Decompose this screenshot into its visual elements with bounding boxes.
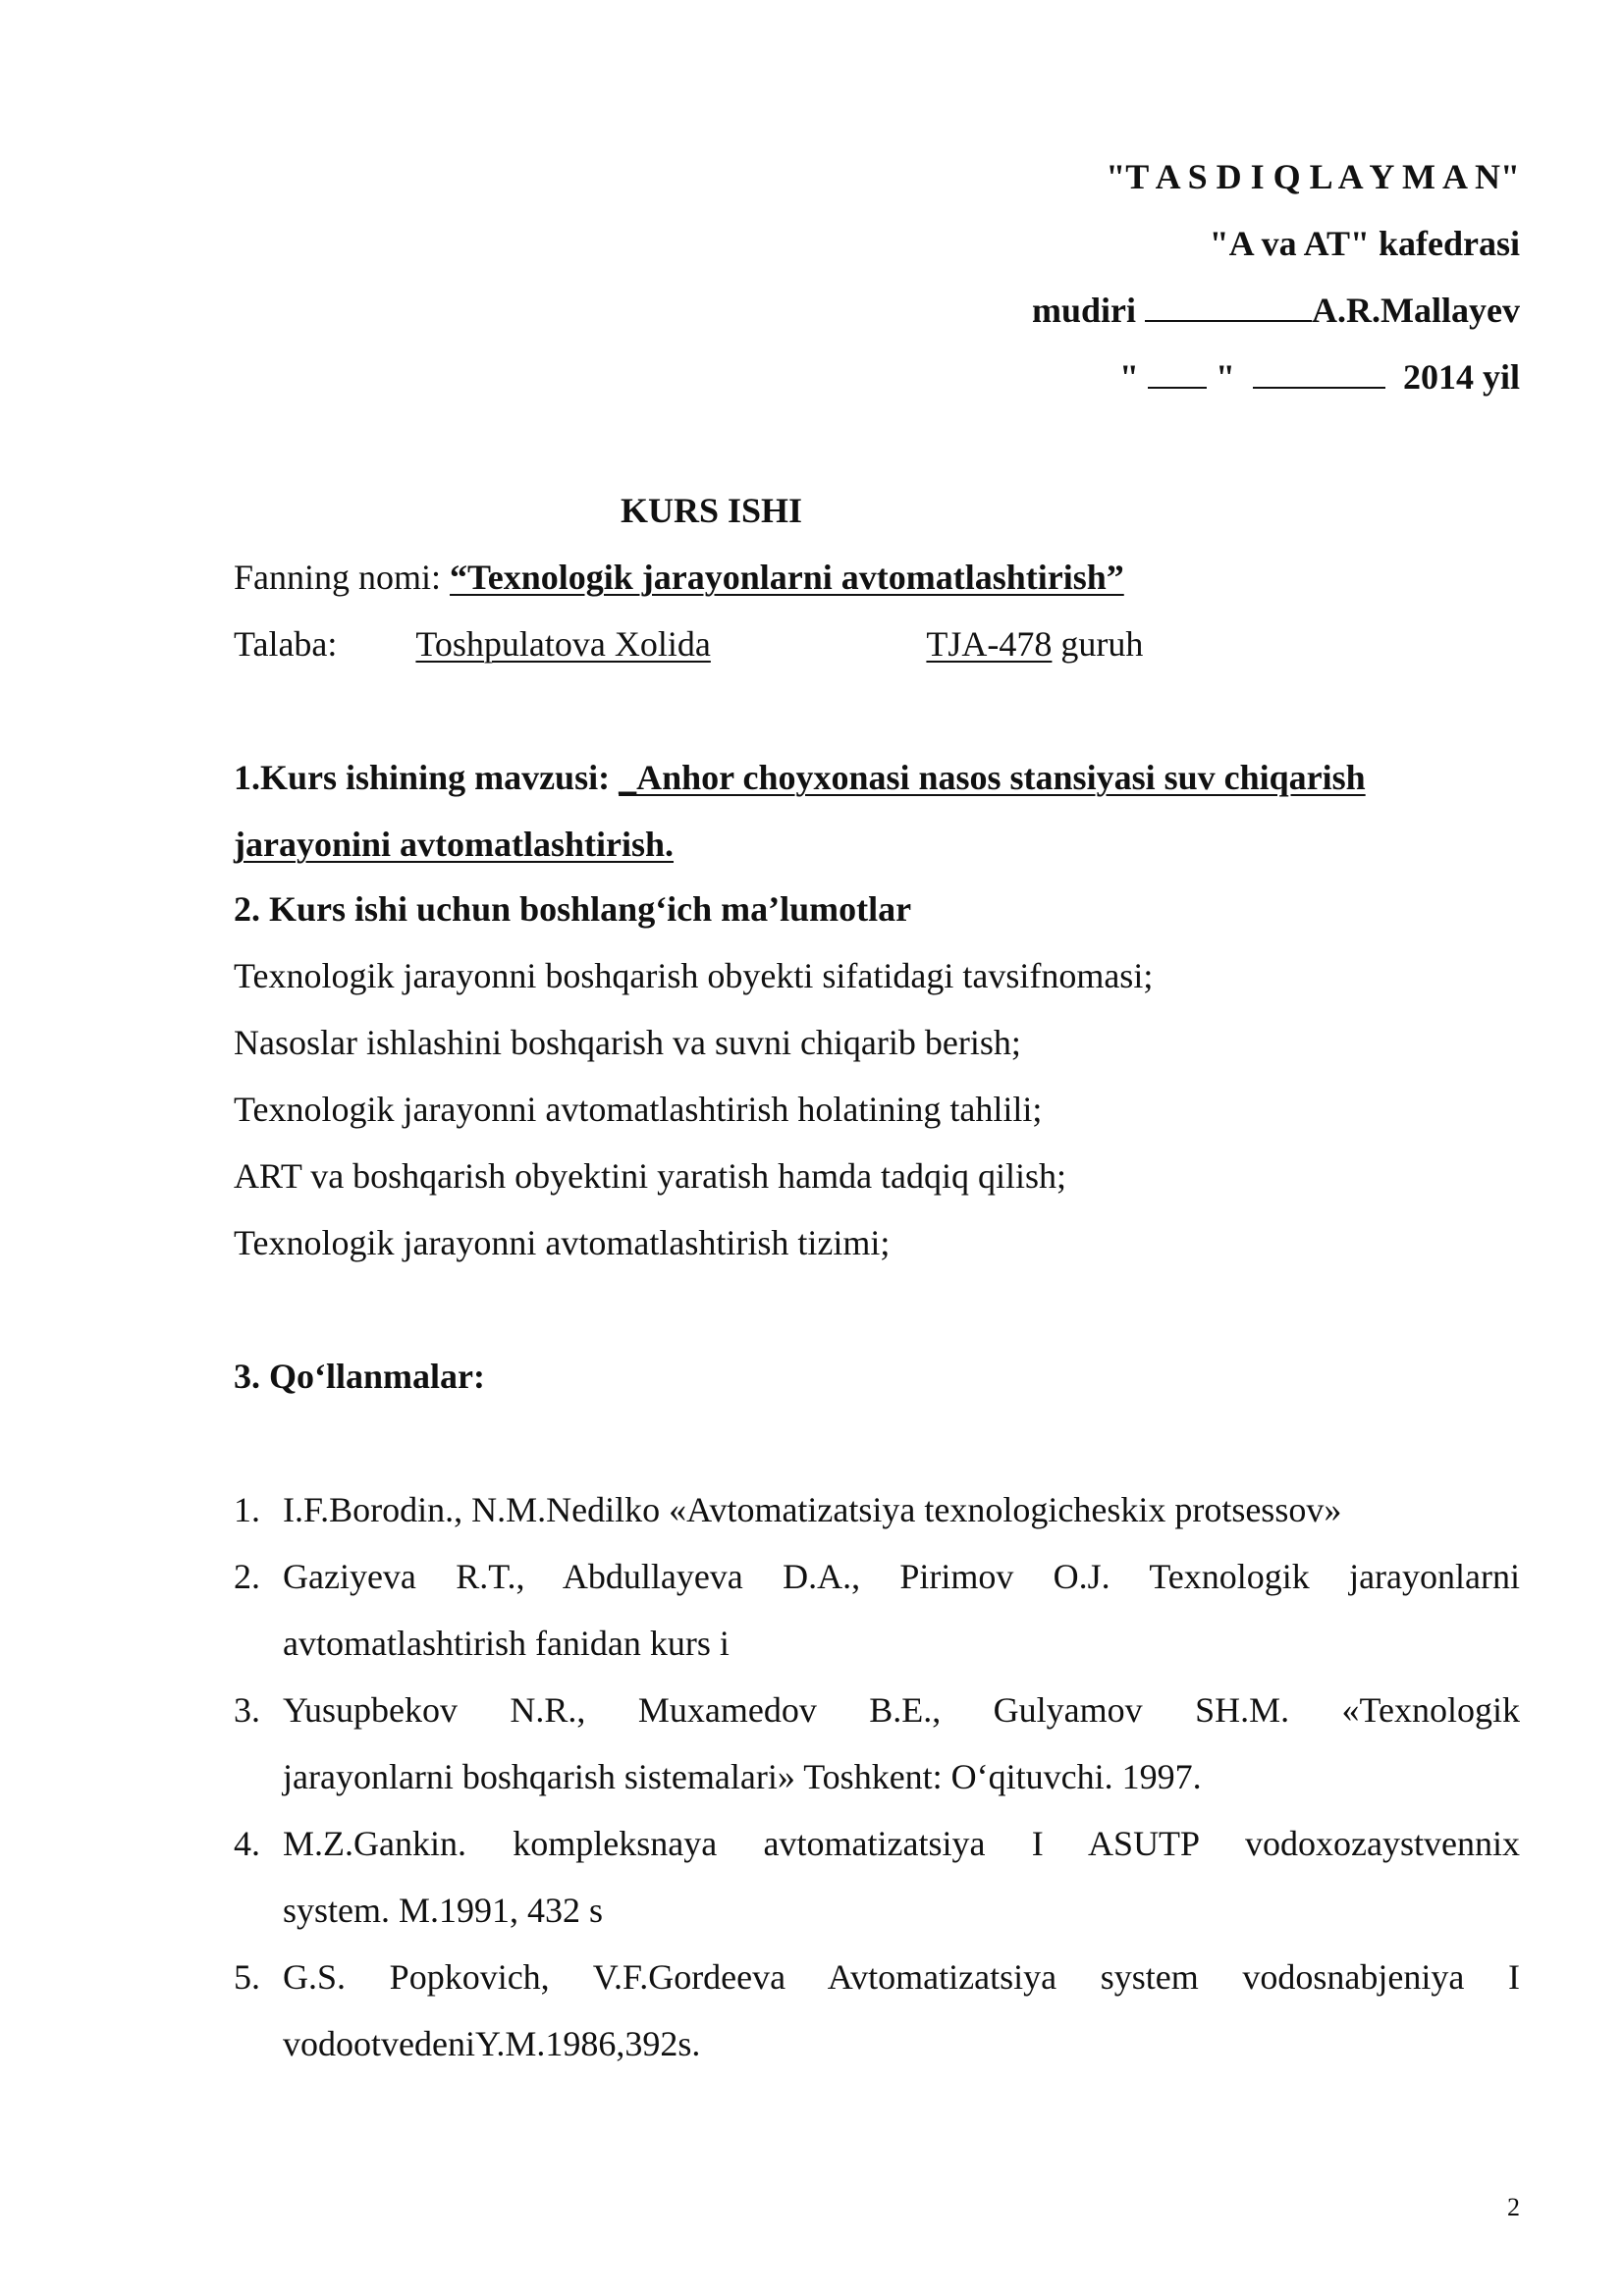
section1-topic-line2: jarayonini avtomatlashtirish. (234, 825, 675, 864)
ref-line: Gaziyeva R.T., Abdullayeva D.A., Pirimov O.J. Texnologik jarayonlarni (283, 1557, 1520, 1596)
ref-line: G.S. Popkovich, V.F.Gordeeva Avtomatizatsiya system vodosnabjeniya I (283, 1957, 1520, 1997)
approval-date (1119, 359, 1520, 395)
approval-department: "A va AT" kafedrasi (1209, 224, 1520, 263)
ref-line: M.Z.Gankin. kompleksnaya avtomatizatsiya I ASUTP vodoxozaystvennix (283, 1824, 1520, 1863)
subject-value: “Texnologik jarayonlarni avtomatlashtirish” (450, 558, 1124, 597)
approval-title: "T A S D I Q L A Y M A N" (1106, 157, 1520, 196)
section1-line1 (234, 760, 1366, 795)
section3-title: 3. Qo‘llanmalar: (234, 1357, 485, 1396)
approval-head (1032, 293, 1520, 328)
section2-item: Texnologik jarayonni boshqarish obyekti sifatidagi tavsifnomasi; (234, 956, 1154, 995)
section1-label: 1.Kurs ishining mavzusi: (234, 758, 620, 797)
ref-line: I.F.Borodin., N.M.Nedilko «Avtomatizatsiya texnologicheskix protsessov» (283, 1490, 1342, 1529)
ref-line: jarayonlarni boshqarish sistemalari» Toshkent: O‘qituvchi. 1997. (283, 1757, 1202, 1796)
page-title: KURS ISHI (621, 491, 803, 530)
ref-number: 1. (234, 1490, 260, 1529)
section2-item: ART va boshqarish obyektini yaratish hamda tadqiq qilish; (234, 1156, 1067, 1196)
ref-number: 4. (234, 1824, 260, 1863)
signature-blank (1145, 320, 1312, 322)
section1-topic-line1: _Anhor choyxonasi nasos stansiyasi suv chiqarish (619, 758, 1366, 797)
approval-head-prefix: mudiri (1032, 291, 1137, 330)
ref-line: system. M.1991, 432 s (283, 1891, 604, 1930)
student-group: TJA-478 (926, 624, 1053, 664)
ref-line: vodootvedeniY.M.1986,392s. (283, 2024, 701, 2063)
section2-title: 2. Kurs ishi uchun boshlang‘ich ma’lumotlar (234, 889, 912, 929)
ref-number: 5. (234, 1957, 260, 1997)
section2-item: Nasoslar ishlashini boshqarish va suvni chiqarib berish; (234, 1023, 1021, 1062)
subject-label: Fanning nomi: (234, 558, 451, 597)
student-line (234, 626, 1143, 662)
ref-number: 3. (234, 1690, 260, 1730)
month-blank (1253, 387, 1385, 389)
date-year: 2014 yil (1402, 357, 1520, 397)
ref-line: avtomatlashtirish fanidan kurs i (283, 1624, 730, 1663)
student-group-suffix: guruh (1052, 624, 1144, 664)
date-quote-open: " (1118, 357, 1139, 397)
day-blank (1148, 387, 1207, 389)
page-number: 2 (1507, 2193, 1520, 2221)
student-label: Talaba: (234, 624, 338, 664)
ref-number: 2. (234, 1557, 260, 1596)
ref-line: Yusupbekov N.R., Muxamedov B.E., Gulyamov SH.M. «Texnologik (283, 1690, 1520, 1730)
student-name: Toshpulatova Xolida (415, 624, 711, 664)
date-quote-close: " (1215, 357, 1235, 397)
approval-head-name: A.R.Mallayev (1312, 291, 1520, 330)
section2-item: Texnologik jarayonni avtomatlashtirish tizimi; (234, 1223, 891, 1262)
subject-line (234, 560, 1124, 595)
section2-item: Texnologik jarayonni avtomatlashtirish holatining tahlili; (234, 1090, 1043, 1129)
